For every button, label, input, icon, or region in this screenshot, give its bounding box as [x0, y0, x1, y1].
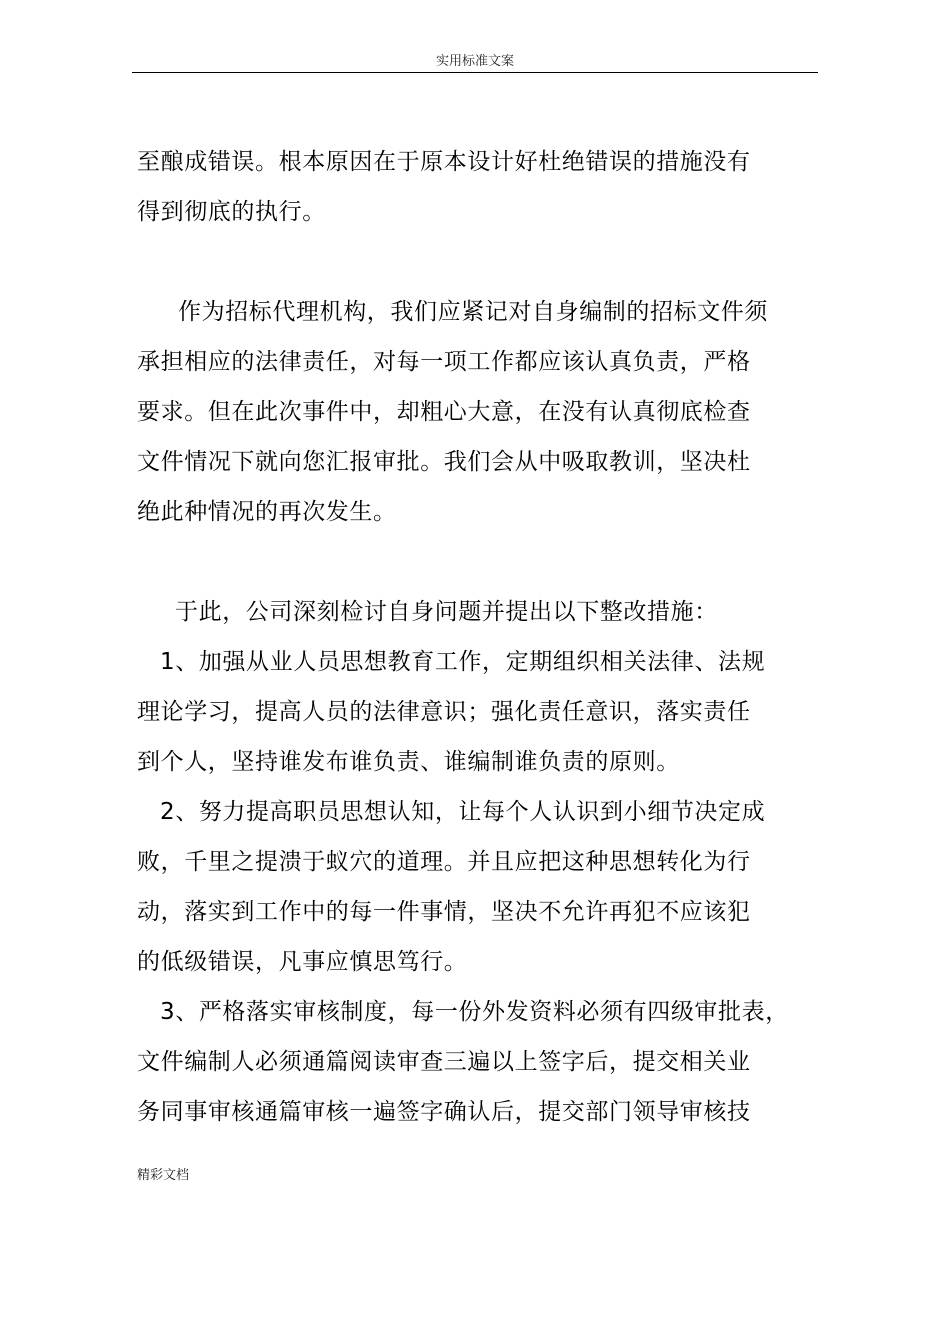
body-line: 作为招标代理机构，我们应紧记对自身编制的招标文件须: [178, 299, 768, 325]
body-line: 要求。但在此次事件中，却粗心大意，在没有认真彻底检查: [137, 399, 751, 425]
body-line: 1、加强从业人员思想教育工作，定期组织相关法律、法规: [160, 649, 766, 675]
page-footer: 精彩文档: [137, 1168, 190, 1183]
body-line: 2、努力提高职员思想认知，让每个人认识到小细节决定成: [160, 799, 766, 825]
header-divider: [132, 72, 818, 73]
body-line: 绝此种情况的再次发生。: [137, 499, 397, 525]
body-line: 务同事审核通篇审核一遍签字确认后，提交部门领导审核技: [137, 1099, 751, 1125]
body-line: 承担相应的法律责任，对每一项工作都应该认真负责，严格: [137, 349, 751, 375]
body-line: 文件编制人必须通篇阅读审查三遍以上签字后，提交相关业: [137, 1049, 751, 1075]
body-line: 得到彻底的执行。: [137, 199, 326, 225]
body-line: 至酿成错误。根本原因在于原本设计好杜绝错误的措施没有: [137, 149, 751, 175]
body-line: 败，千里之提溃于蚁穴的道理。并且应把这种思想转化为行: [137, 849, 751, 875]
body-line: 于此，公司深刻检讨自身问题并提出以下整改措施：: [175, 599, 718, 625]
body-line: 3、严格落实审核制度，每一份外发资料必须有四级审批表，: [160, 999, 789, 1025]
body-line: 文件情况下就向您汇报审批。我们会从中吸取教训，坚决杜: [137, 449, 751, 475]
body-line: 到个人，坚持谁发布谁负责、谁编制谁负责的原则。: [137, 749, 680, 775]
body-line: 理论学习，提高人员的法律意识；强化责任意识，落实责任: [137, 699, 751, 725]
body-line: 动，落实到工作中的每一件事情，坚决不允许再犯不应该犯: [137, 899, 751, 925]
body-line: 的低级错误，凡事应慎思笃行。: [137, 949, 468, 975]
page-header: 实用标准文案: [435, 54, 514, 69]
